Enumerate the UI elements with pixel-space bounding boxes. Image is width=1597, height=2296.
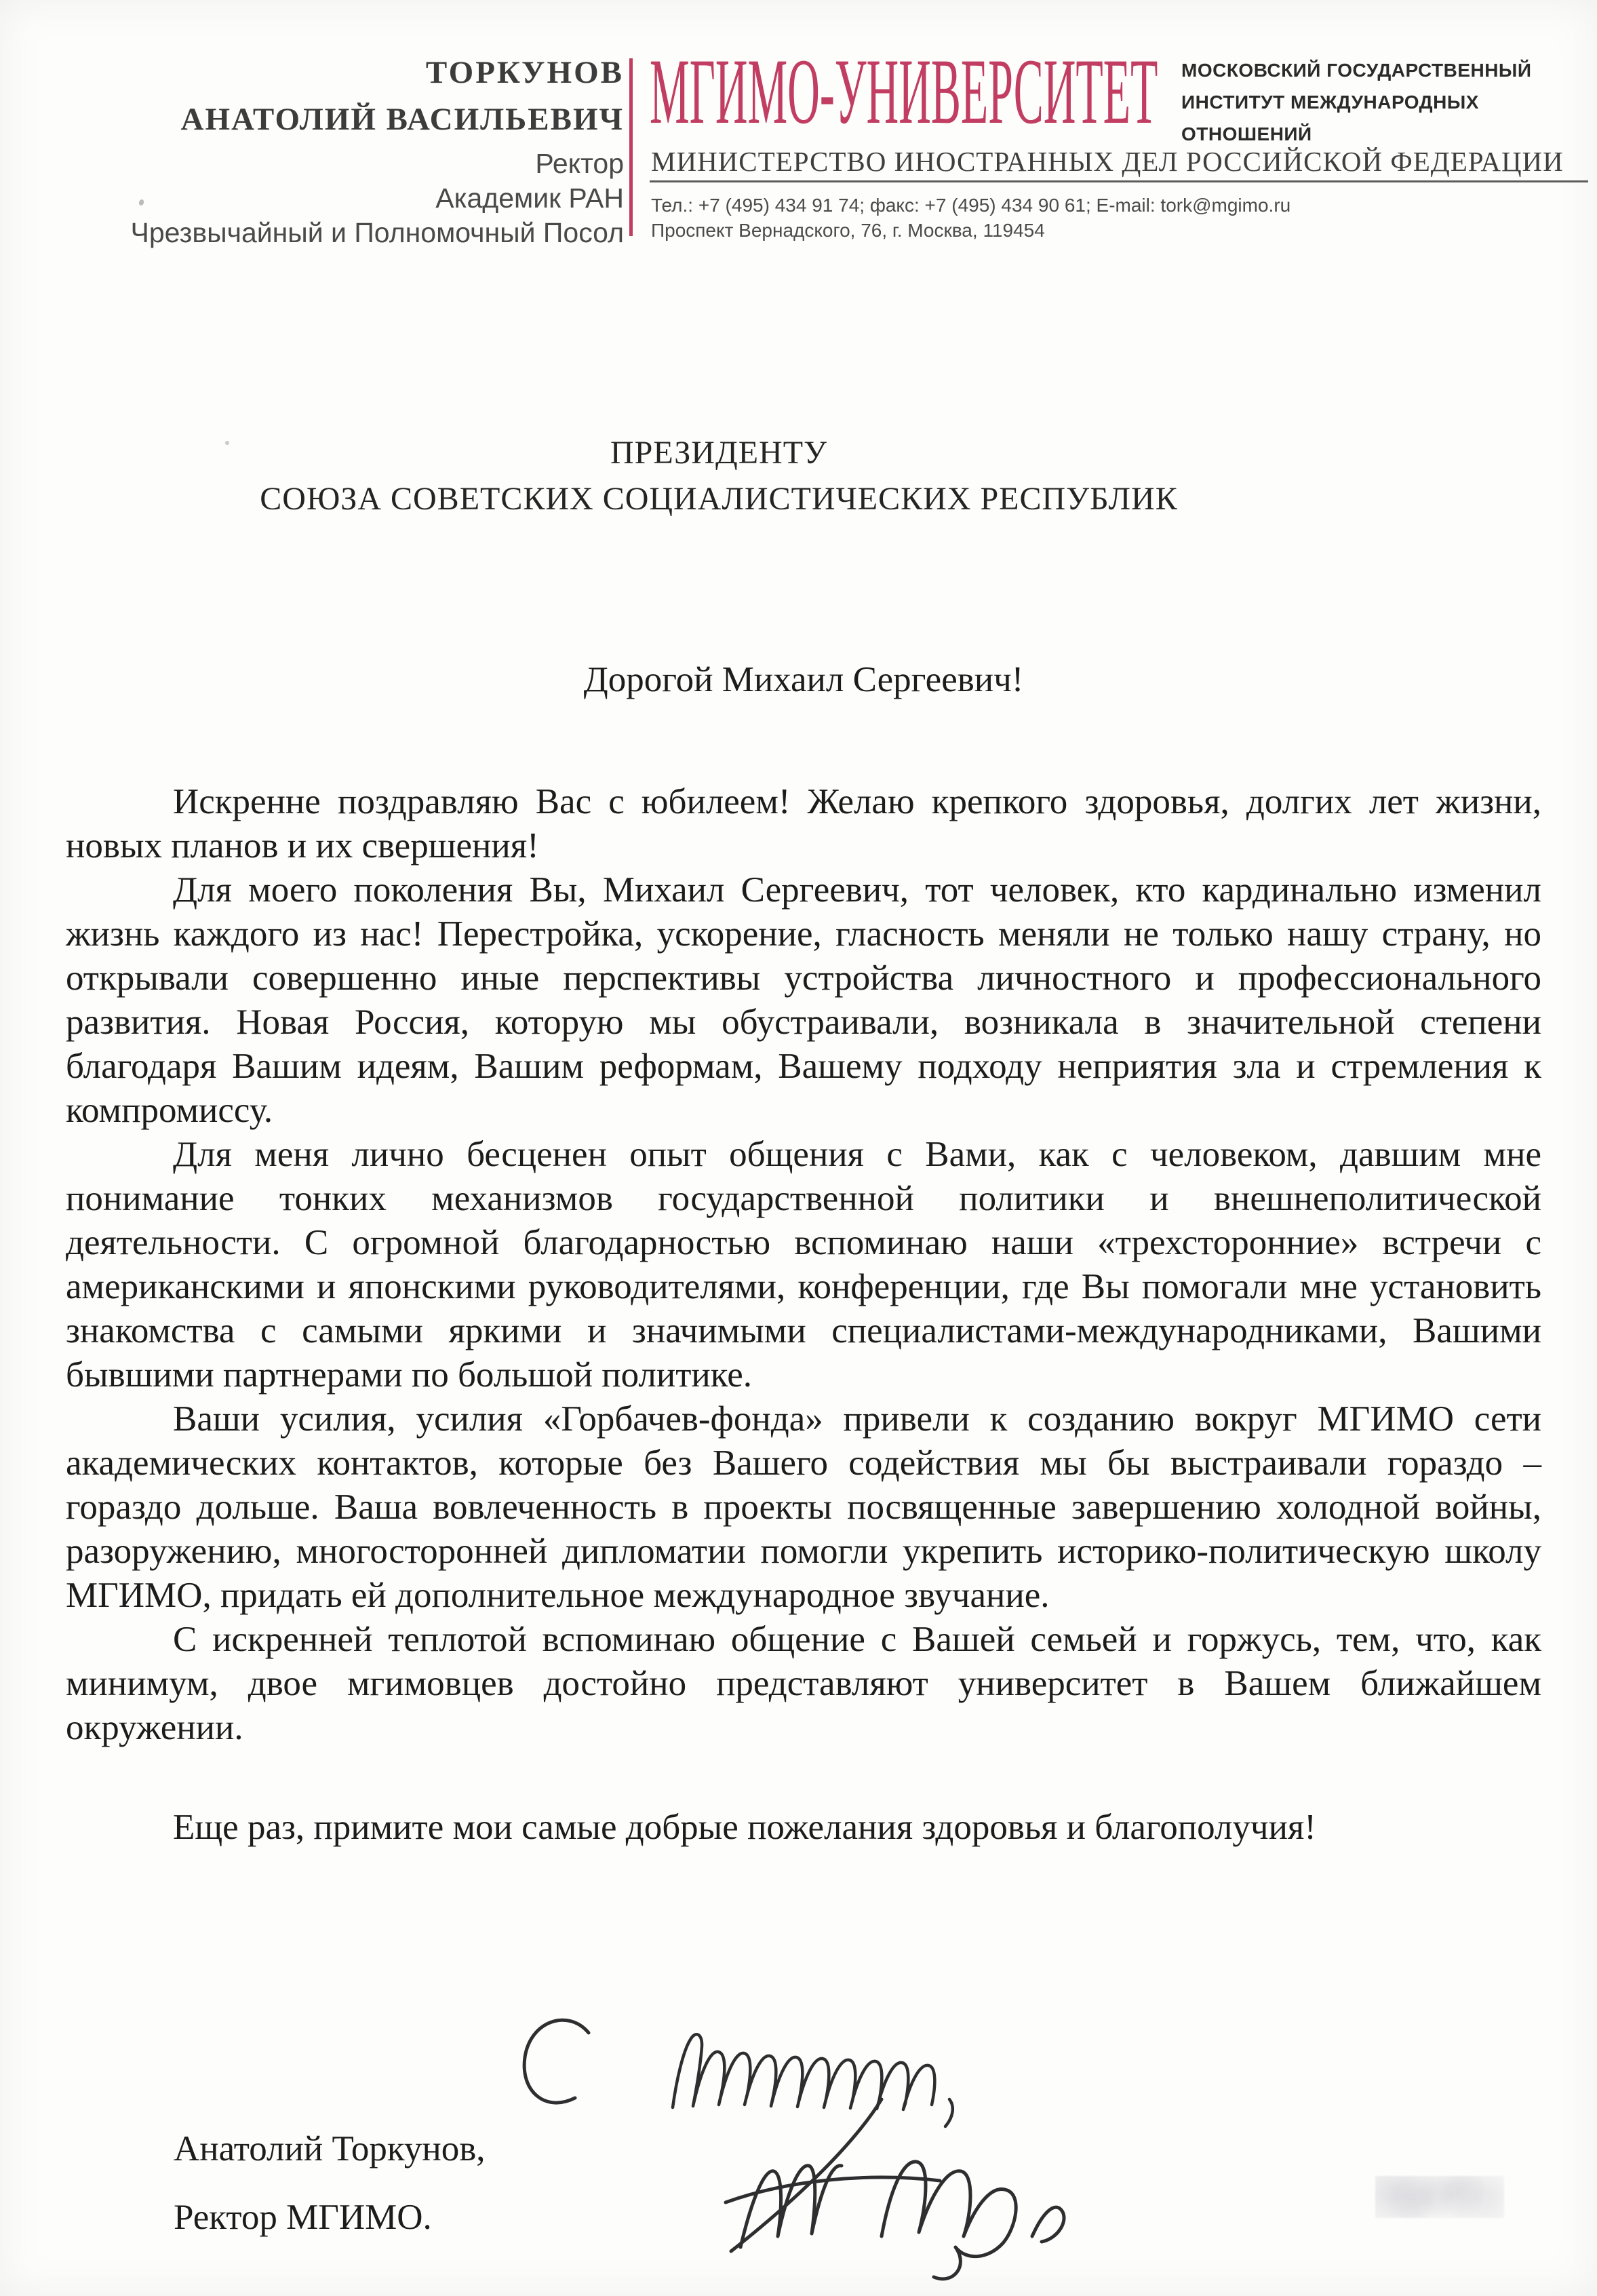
institute-line-3: ОТНОШЕНИЙ [1181, 123, 1312, 144]
scan-speck [225, 441, 229, 445]
addressee-block [0, 430, 1438, 522]
signature-stroke-1 [731, 2099, 882, 2251]
contact-address: Проспект Вернадского, 76, г. Москва, 119454 [651, 220, 1045, 241]
printed-signature-name: Анатолий Торкунов, [174, 2129, 486, 2168]
contact-block [651, 193, 1597, 243]
paragraph-personal-experience: Для меня лично бесценен опыт общения с Вами, как с человеком, давшим мне понимание тонких механизмов государственной политики и внешнеполитической деятельности. С огромной благодарностью вспоминаю наши «трехсторонние» встречи с американскими и японскими руководителями, конференции, где Вы помогали мне установить знакомства с самыми яркими и значимыми специалистами-международниками, Вашими бывшими партнерами по большой политике. [66, 1135, 1541, 1395]
sender-titles [41, 147, 624, 250]
contact-phone-email: Тел.: +7 (495) 434 91 74; факс: +7 (495) 434 90 61; E-mail: tork@mgimo.ru [651, 195, 1291, 216]
letterhead-rule [650, 180, 1588, 182]
letter-body [66, 780, 1541, 1850]
signature-stroke-2 [741, 2166, 842, 2247]
handwritten-signature [502, 1998, 1112, 2289]
sender-title-academician: Академик РАН [435, 182, 624, 214]
paragraph-gorbachev-fund: Ваши усилия, усилия «Горбачев-фонда» привели к созданию вокруг МГИМО сети академических контактов, которые без Вашего содействия мы бы выстраивали гораздо – гораздо дольше. Ваша вовлеченность в проекты посвященные завершению холодной войны, разоружению, многосторонней дипломатии помогли укрепить историко-политическую школу МГИМО, придать ей дополнительное международное звучание. [66, 1399, 1541, 1615]
addressee-line-1: ПРЕЗИДЕНТУ [610, 435, 827, 471]
printed-signature-block [174, 2115, 486, 2252]
letterhead-divider [629, 58, 633, 236]
institute-line-2: ИНСТИТУТ МЕЖДУНАРОДНЫХ [1181, 92, 1479, 113]
paragraph-congratulation: Искренне поздравляю Вас с юбилеем! Желаю крепкого здоровья, долгих лет жизни, новых планов и их свершения! [66, 782, 1541, 865]
institute-line-1: МОСКОВСКИЙ ГОСУДАРСТВЕННЫЙ [1181, 60, 1532, 81]
mgimo-logo: МГИМО-УНИВЕРСИТЕТ [650, 39, 1158, 144]
paragraph-family: С искренней теплотой вспоминаю общение с Вашей семьей и горжусь, тем, что, как минимум, двое мгимовцев достойно представляют университет в Вашем ближайшем окружении. [66, 1620, 1541, 1747]
salutation: Дорогой Михаил Сергеевич! [583, 660, 1024, 699]
handwritten-s-icon [524, 2020, 589, 2103]
sender-block [41, 47, 624, 250]
sender-surname: ТОРКУНОВ [425, 55, 624, 90]
sender-name-patronymic: АНАТОЛИЙ ВАСИЛЬЕВИЧ [180, 102, 624, 137]
ministry-line: МИНИСТЕРСТВО ИНОСТРАННЫХ ДЕЛ РОССИЙСКОЙ ФЕДЕРАЦИИ [651, 146, 1564, 177]
sender-title-rector: Ректор [535, 148, 624, 179]
scan-artifact [1375, 2176, 1504, 2218]
institute-name [1181, 54, 1588, 150]
sender-title-ambassador: Чрезвычайный и Полномочный Посол [130, 217, 624, 248]
handwritten-word-icon [673, 2034, 934, 2109]
paragraph-generation: Для моего поколения Вы, Михаил Сергеевич, тот человек, кто кардинально изменил жизнь каждого из нас! Перестройка, ускорение, гласность меняли не только нашу страну, но открывали совершенно иные перспективы устройства личностного и профессионального развития. Новая Россия, которую мы обустраивали, возникала в значительной степени благодаря Вашим идеям, Вашим реформам, Вашему подходу неприятия зла и стремления к компромиссу. [66, 870, 1541, 1130]
printed-signature-title: Ректор МГИМО. [174, 2198, 432, 2237]
closing-line: Еще раз, примите мои самые добрые пожелания здоровья и благополучия! [173, 1808, 1316, 1847]
signature-stroke-5 [1032, 2207, 1064, 2242]
handwritten-comma-icon [945, 2099, 953, 2126]
addressee-line-2: СОЮЗА СОВЕТСКИХ СОЦИАЛИСТИЧЕСКИХ РЕСПУБЛИК [260, 481, 1178, 517]
